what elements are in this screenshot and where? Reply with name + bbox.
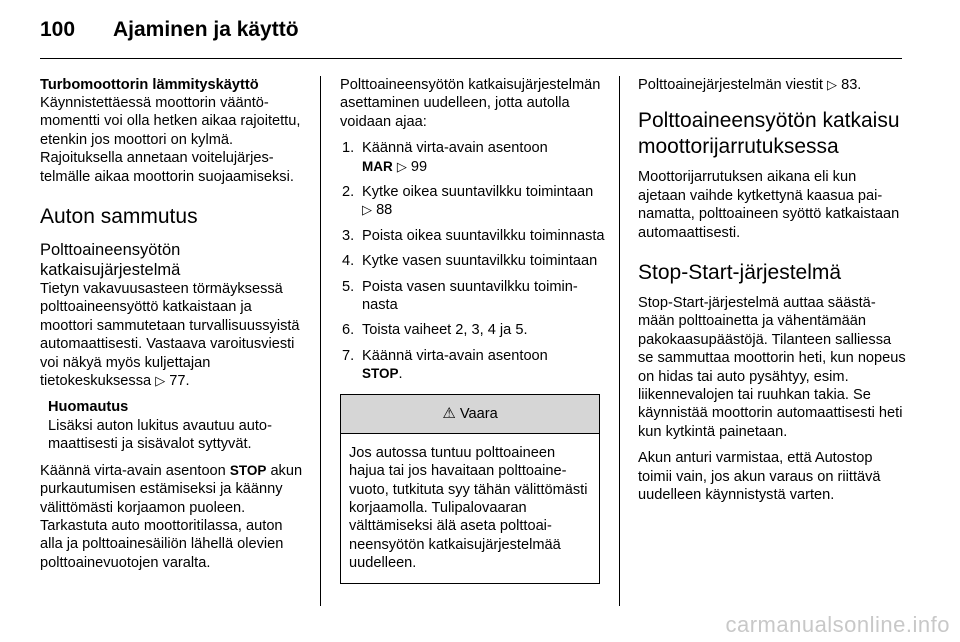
column-divider — [320, 76, 321, 606]
heading-fuel-cutoff-engine-braking: Polttoaineensyötön katkaisu moottorijarrutuksessa — [638, 109, 900, 159]
paragraph-stop-start: Stop-Start-järjestelmä auttaa säästämään polttoainetta ja vähentämään pakokaasupäästöjä. Tilanteen salliessa se sammuttaa moottorin heti, kun nopeus on hidas tai auto pysähtyy, esim. liikennevalojen tai ruuhkan takia. Se käynnistää moottorin automaattisesti heti kun kytkintä painetaan. — [638, 295, 906, 440]
step-text: Poista oikea suuntavilkku toiminnasta — [362, 227, 605, 244]
list-item — [340, 227, 605, 245]
page-ref-icon: ▷ — [396, 158, 407, 174]
warning-triangle-icon: ⚠ — [442, 404, 456, 422]
list-item — [340, 183, 605, 220]
watermark: carmanualsonline.info — [725, 612, 950, 637]
step-number: 1. — [342, 140, 355, 157]
column-divider — [619, 76, 620, 606]
paragraph-text: Käännä virta-avain asentoon — [40, 462, 230, 479]
step-number: 6. — [342, 322, 355, 339]
list-item — [340, 278, 605, 315]
page-number: 100 — [40, 18, 76, 41]
paragraph-battery-sensor: Akun anturi varmistaa, että Autostop toimii vain, jos akun varaus on riittävä uudelleen käynnistystä varten. — [638, 450, 881, 504]
keyword-stop: STOP — [362, 366, 399, 382]
column-3 — [638, 76, 906, 505]
page-ref-icon: ▷ — [362, 202, 372, 218]
step-tail: . — [398, 366, 403, 383]
page-ref-link[interactable]: 99 — [410, 158, 428, 175]
warning-header — [341, 395, 599, 434]
keyword-mar: MAR — [362, 158, 393, 174]
list-item — [340, 347, 605, 384]
column-1 — [40, 76, 308, 572]
note-text: Lisäksi auton lukitus avautuu automaattisesti ja sisävalot syttyvät. — [48, 417, 272, 453]
heading-line: Polttoaineensyötön — [40, 241, 181, 260]
step-text: Kytke vasen suuntavilkku toimintaan — [362, 253, 598, 270]
paragraph-engine-braking: Moottorijarrutuksen aikana eli kun ajetaan vaihde kytkettynä kaasua painamatta, polttoaineen syöttö katkaistaan automaattisesti. — [638, 169, 900, 241]
step-text: Käännä virta-avain asentoon — [362, 140, 548, 157]
column-2 — [340, 76, 605, 584]
list-item — [340, 139, 605, 176]
step-number: 3. — [342, 227, 355, 244]
paragraph-reset-intro: Polttoaineensyötön katkaisujärjestelmän asettaminen uudelleen, jotta autolla voidaan ajaa: — [340, 77, 601, 130]
chapter-title: Ajaminen ja käyttö — [113, 18, 299, 41]
paragraph-text: akun purkautumisen estämiseksi ja käänny välittömästi korjaamon puoleen. Tarkastuta auto moottoritilassa, auton alla ja polttoainesäiliön lähellä olevien polttoainevuotojen varalta. — [40, 462, 303, 571]
step-text: Poista vasen suuntavilkku toiminnasta — [362, 278, 578, 314]
heading-stop-start: Stop-Start-järjestelmä — [638, 261, 842, 285]
step-text: Toista vaiheet 2, 3, 4 ja 5. — [362, 322, 528, 339]
paragraph-fuel-messages — [638, 76, 906, 94]
list-item — [340, 252, 605, 270]
page-ref-link[interactable]: 77. — [169, 373, 190, 390]
step-number: 2. — [342, 184, 355, 201]
page-ref-icon: ▷ — [155, 373, 166, 389]
warning-body: Jos autossa tuntuu polttoaineen hajua tai jos havaitaan polttoainevuoto, tutkituta syy tähän välittömästi korjaamolla. Tulipalovaaran välttämiseksi älä aseta polttoaineensyötön katkaisujärjestelmää uudelleen. — [349, 444, 588, 572]
note-box — [48, 398, 308, 453]
paragraph-turbo: Käynnistettäessä moottorin vääntömomentti voi olla hetken aikaa rajoitettu, etenkin jos moottori on kylmä. Rajoituksella annetaan voitelujärjestelmälle aikaa moottorin suojaamiseksi. — [40, 95, 301, 185]
heading-fuel-cutoff-system — [40, 240, 308, 280]
heading-line: katkaisujärjestelmä — [40, 261, 181, 280]
page-header — [40, 14, 902, 59]
warning-title: Vaara — [459, 405, 498, 422]
step-text: Kytke oikea suuntavilkku toimintaan — [362, 184, 594, 201]
warning-box — [340, 394, 600, 584]
keyword-stop: STOP — [229, 462, 267, 478]
heading-turbo-warmup: Turbomoottorin lämmityskäyttö — [40, 77, 259, 93]
step-number: 5. — [342, 278, 355, 295]
paragraph-text: Polttoainejärjestelmän viestit — [638, 77, 823, 93]
page-ref-link[interactable]: 88 — [376, 202, 393, 219]
page-ref-icon: ▷ — [827, 77, 838, 92]
paragraph-fuel-cutoff — [40, 280, 308, 390]
paragraph-stop-instructions — [40, 462, 308, 572]
step-text: Käännä virta-avain asentoon — [362, 347, 548, 364]
reset-steps-list — [340, 139, 605, 383]
note-title: Huomautus — [48, 399, 129, 416]
list-item — [340, 321, 605, 339]
heading-engine-shutdown: Auton sammutus — [40, 205, 198, 229]
step-number: 4. — [342, 253, 355, 270]
paragraph-text: Tietyn vakavuusasteen törmäyksessä polttoaineensyöttö katkaistaan ja moottori sammutetaan turvallisuussyistä automaattisesti. Vastaava varoitusviesti voi näkyä myös kuljettajan tietokeskuksessa — [40, 281, 300, 390]
page-ref-link[interactable]: 83. — [841, 77, 862, 93]
step-number: 7. — [342, 347, 355, 364]
